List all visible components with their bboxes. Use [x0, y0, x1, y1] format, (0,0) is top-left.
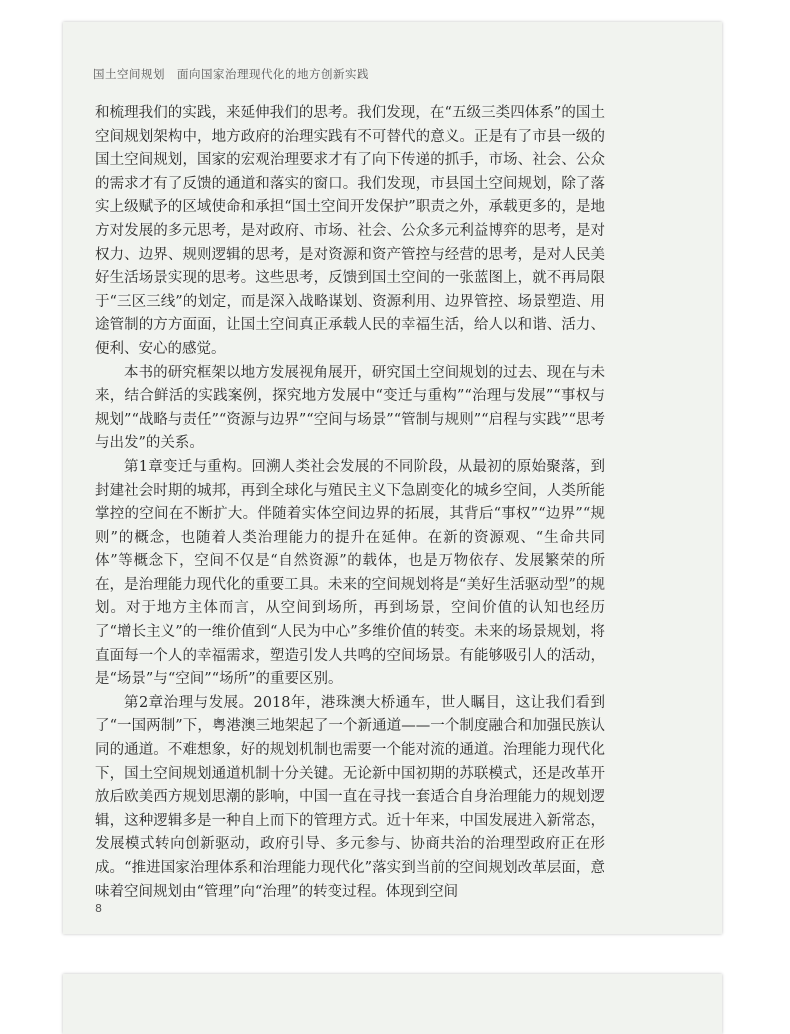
paragraph-chapter-2: 第2章治理与发展。2018年，港珠澳大桥通车，世人瞩目，这让我们看到了“一国两制”下，粤港澳三地架起了一个新通道——一个制度融合和加强民族认同的通道。不难想象，好的规划机制也需要一个能对流的通道。治理能力现代化下，国土空间规划通道机制十分关键。无论新中国初期的苏联模式，还是改革开放后欧美西方规划思潮的影响，中国一直在寻找一套适合自身治理能力的规划逻辑，这种逻辑多是一种自上而下的管理方式。近十年来，中国发展进入新常态，发展模式转向创新驱动，政府引导、多元参与、协商共治的治理型政府正在形成。“推进国家治理体系和治理能力现代化”落实到当前的空间规划改革层面，意味着空间规划由“管理”向“治理”的转变过程。体现到空间: [95, 694, 605, 900]
header-subtitle: 面向国家治理现代化的地方创新实践: [177, 67, 369, 81]
running-header: [93, 66, 369, 82]
paragraph-continued: 和梳理我们的实践，来延伸我们的思考。我们发现，在“五级三类四体系”的国土空间规划架构中，地方政府的治理实践有不可替代的意义。正是有了市县一级的国土空间规划，国家的宏观治理要求才有了向下传递的抓手，市场、社会、公众的需求才有了反馈的通道和落实的窗口。我们发现，市县国土空间规划，除了落实上级赋予的区域使命和承担“国土空间开发保护”职责之外，承载更多的，是地方对发展的多元思考，是对政府、市场、社会、公众多元利益博弈的思考，是对权力、边界、规则逻辑的思考，是对资源和资产管控与经营的思考，是对人民美好生活场景实现的思考。这些思考，反馈到国土空间的一张蓝图上，就不再局限于“三区三线”的划定，而是深入战略谋划、资源利用、边界管控、场景塑造、用途管制的方方面面，让国土空间真正承载人民的幸福生活，给人以和谐、活力、便利、安心的感觉。: [95, 105, 605, 357]
body-text: [95, 102, 605, 904]
next-page-edge: [63, 974, 722, 1034]
book-page: [63, 22, 722, 934]
paragraph-chapter-1: 第1章变迁与重构。回溯人类社会发展的不同阶段，从最初的原始聚落，到封建社会时期的城邦，再到全球化与殖民主义下急剧变化的城乡空间，人类所能掌控的空间在不断扩大。伴随着实体空间边界的拓展，其背后“事权”“边界”“规则”的概念，也随着人类治理能力的提升在延伸。在新的资源观、“生命共同体”等概念下，空间不仅是“自然资源”的载体，也是万物依存、发展繁荣的所在，是治理能力现代化的重要工具。未来的空间规划将是“美好生活驱动型”的规划。对于地方主体而言，从空间到场所，再到场景，空间价值的认知也经历了“增长主义”的一维价值到“人民为中心”多维价值的转变。未来的场景规划，将直面每一个人的幸福需求，塑造引发人共鸣的空间场景。有能够吸引人的活动，是“场景”与“空间”“场所”的重要区别。: [95, 458, 605, 688]
header-book-title: 国土空间规划: [93, 67, 165, 81]
paragraph-framework: 本书的研究框架以地方发展视角展开，研究国土空间规划的过去、现在与未来，结合鲜活的实践案例，探究地方发展中“变迁与重构”“治理与发展”“事权与规划”“战略与责任”“资源与边界”“空间与场景”“管制与规则”“启程与实践”“思考与出发”的关系。: [95, 364, 605, 452]
page-number: 8: [95, 902, 102, 915]
